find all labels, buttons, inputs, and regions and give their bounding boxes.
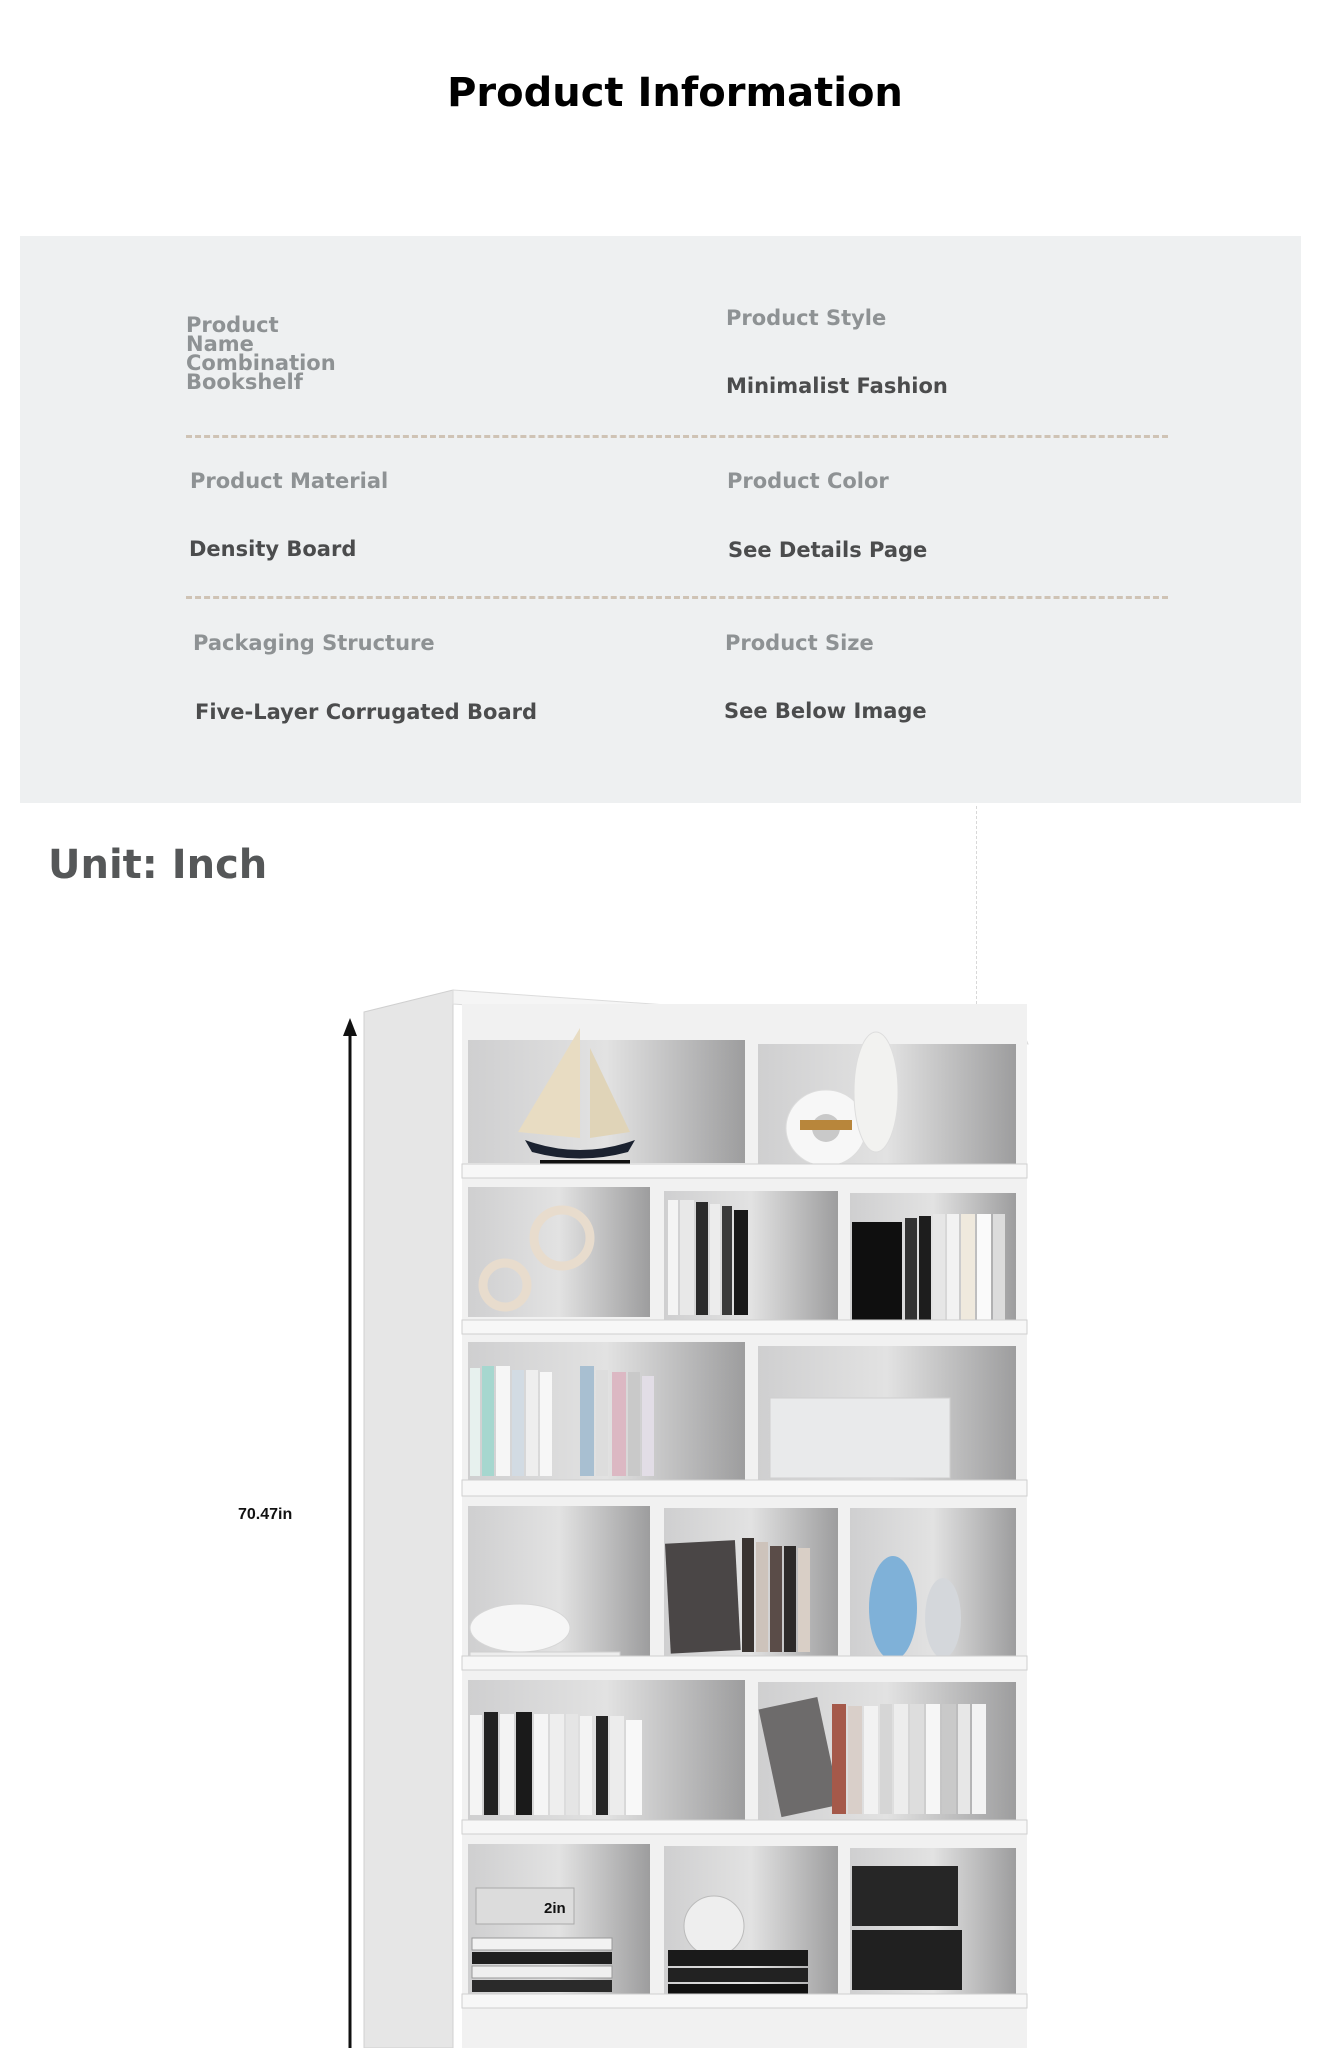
- name-line: Combination: [186, 351, 336, 375]
- page-title: Product Information: [447, 70, 903, 116]
- product-material-value: Density Board: [189, 537, 357, 561]
- product-color-value: See Details Page: [728, 538, 928, 562]
- bookshelf-image: [0, 960, 1322, 2048]
- shelf-side-panel: [364, 990, 453, 2048]
- divider: [186, 435, 1168, 438]
- unit-heading: Unit: Inch: [48, 842, 268, 888]
- name-line: Product: [186, 313, 279, 337]
- product-name-label: [186, 313, 356, 394]
- product-style-label: Product Style: [726, 306, 887, 330]
- product-info-panel: [20, 236, 1301, 803]
- product-size-value: See Below Image: [724, 699, 927, 723]
- height-arrow-head: [343, 1018, 357, 1036]
- product-style-value: Minimalist Fashion: [726, 374, 948, 398]
- product-color-label: Product Color: [727, 469, 889, 493]
- height-dimension-label: 70.47in: [238, 1506, 293, 1523]
- partial-dimension-label: 2in: [544, 1900, 566, 1917]
- product-size-label: Product Size: [725, 631, 874, 655]
- divider: [186, 596, 1168, 599]
- name-line: Name: [186, 332, 254, 356]
- packaging-structure-label: Packaging Structure: [193, 631, 435, 655]
- name-line: Bookshelf: [186, 370, 303, 394]
- product-material-label: Product Material: [190, 469, 389, 493]
- packaging-structure-value: Five-Layer Corrugated Board: [195, 700, 538, 724]
